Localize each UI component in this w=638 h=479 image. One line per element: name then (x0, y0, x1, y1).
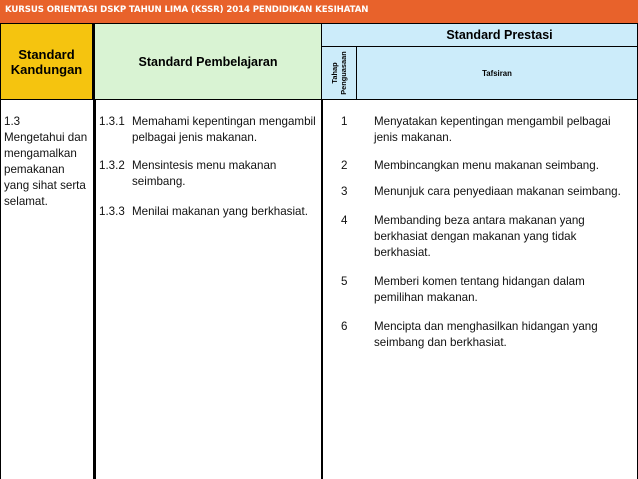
prestasi-level: 5 (341, 275, 348, 288)
prestasi-line: Mencipta dan menghasilkan hidangan yang (374, 320, 598, 333)
slide-banner (0, 0, 638, 23)
kandungan-line-2: mengamalkan (4, 147, 77, 160)
prestasi-level: 3 (341, 185, 348, 198)
kandungan-line-3: pemakanan (4, 163, 65, 176)
banner-title: KURSUS ORIENTASI DSKP TAHUN LIMA (KSSR) 2014 PENDIDIKAN KESIHATAN (5, 5, 369, 15)
prestasi-line: Menyatakan kepentingan mengambil pelbagai (374, 115, 611, 128)
header-prestasi-label: Standard Prestasi (446, 28, 553, 42)
pembelajaran-line: pelbagai jenis makanan. (132, 131, 258, 144)
column-divider-pembelajaran (321, 99, 323, 479)
header-tafsiran-label: Tafsiran (482, 68, 512, 78)
kandungan-line-5: selamat. (4, 195, 48, 208)
header-standard-kandungan (0, 23, 94, 100)
header-standard-pembelajaran (93, 23, 322, 100)
prestasi-line: berkhasiat dengan makanan yang tidak (374, 230, 577, 243)
prestasi-level: 1 (341, 115, 348, 128)
column-divider-kandungan (93, 99, 96, 479)
pembelajaran-line: seimbang. (132, 175, 186, 188)
prestasi-level: 2 (341, 159, 348, 172)
header-tahap-penguasaan (321, 46, 357, 100)
pembelajaran-line: Memahami kepentingan mengambil (132, 115, 316, 128)
header-kandungan-line-2: Kandungan (10, 61, 83, 77)
pembelajaran-code: 1.3.3 (99, 205, 125, 218)
pembelajaran-code: 1.3.1 (99, 115, 125, 128)
header-kandungan-line-1: Standard (18, 46, 75, 62)
pembelajaran-code: 1.3.2 (99, 159, 125, 172)
kandungan-line-4: yang sihat serta (4, 179, 86, 192)
prestasi-line: Membanding beza antara makanan yang (374, 214, 585, 227)
prestasi-level: 6 (341, 320, 348, 333)
pembelajaran-line: Mensintesis menu makanan (132, 159, 277, 172)
kandungan-number: 1.3 (4, 115, 21, 128)
prestasi-level: 4 (341, 214, 348, 227)
prestasi-line: berkhasiat. (374, 246, 431, 259)
pembelajaran-line: Menilai makanan yang berkhasiat. (132, 205, 308, 218)
prestasi-line: pemilihan makanan. (374, 291, 478, 304)
kandungan-line-1: Mengetahui dan (4, 131, 88, 144)
header-tahap-line-2: Penguasaan (339, 51, 348, 95)
header-tahap-line-1: Tahap (330, 62, 339, 84)
prestasi-line: Menunjuk cara penyediaan makanan seimbang. (374, 185, 621, 198)
prestasi-line: Membincangkan menu makanan seimbang. (374, 159, 599, 172)
prestasi-line: seimbang dan berkhasiat. (374, 336, 507, 349)
prestasi-line: jenis makanan. (374, 131, 452, 144)
header-pembelajaran-label: Standard Pembelajaran (138, 54, 278, 69)
table-border-left (0, 99, 1, 479)
header-tafsiran (356, 46, 638, 100)
prestasi-line: Memberi komen tentang hidangan dalam (374, 275, 585, 288)
header-standard-prestasi (321, 23, 638, 47)
